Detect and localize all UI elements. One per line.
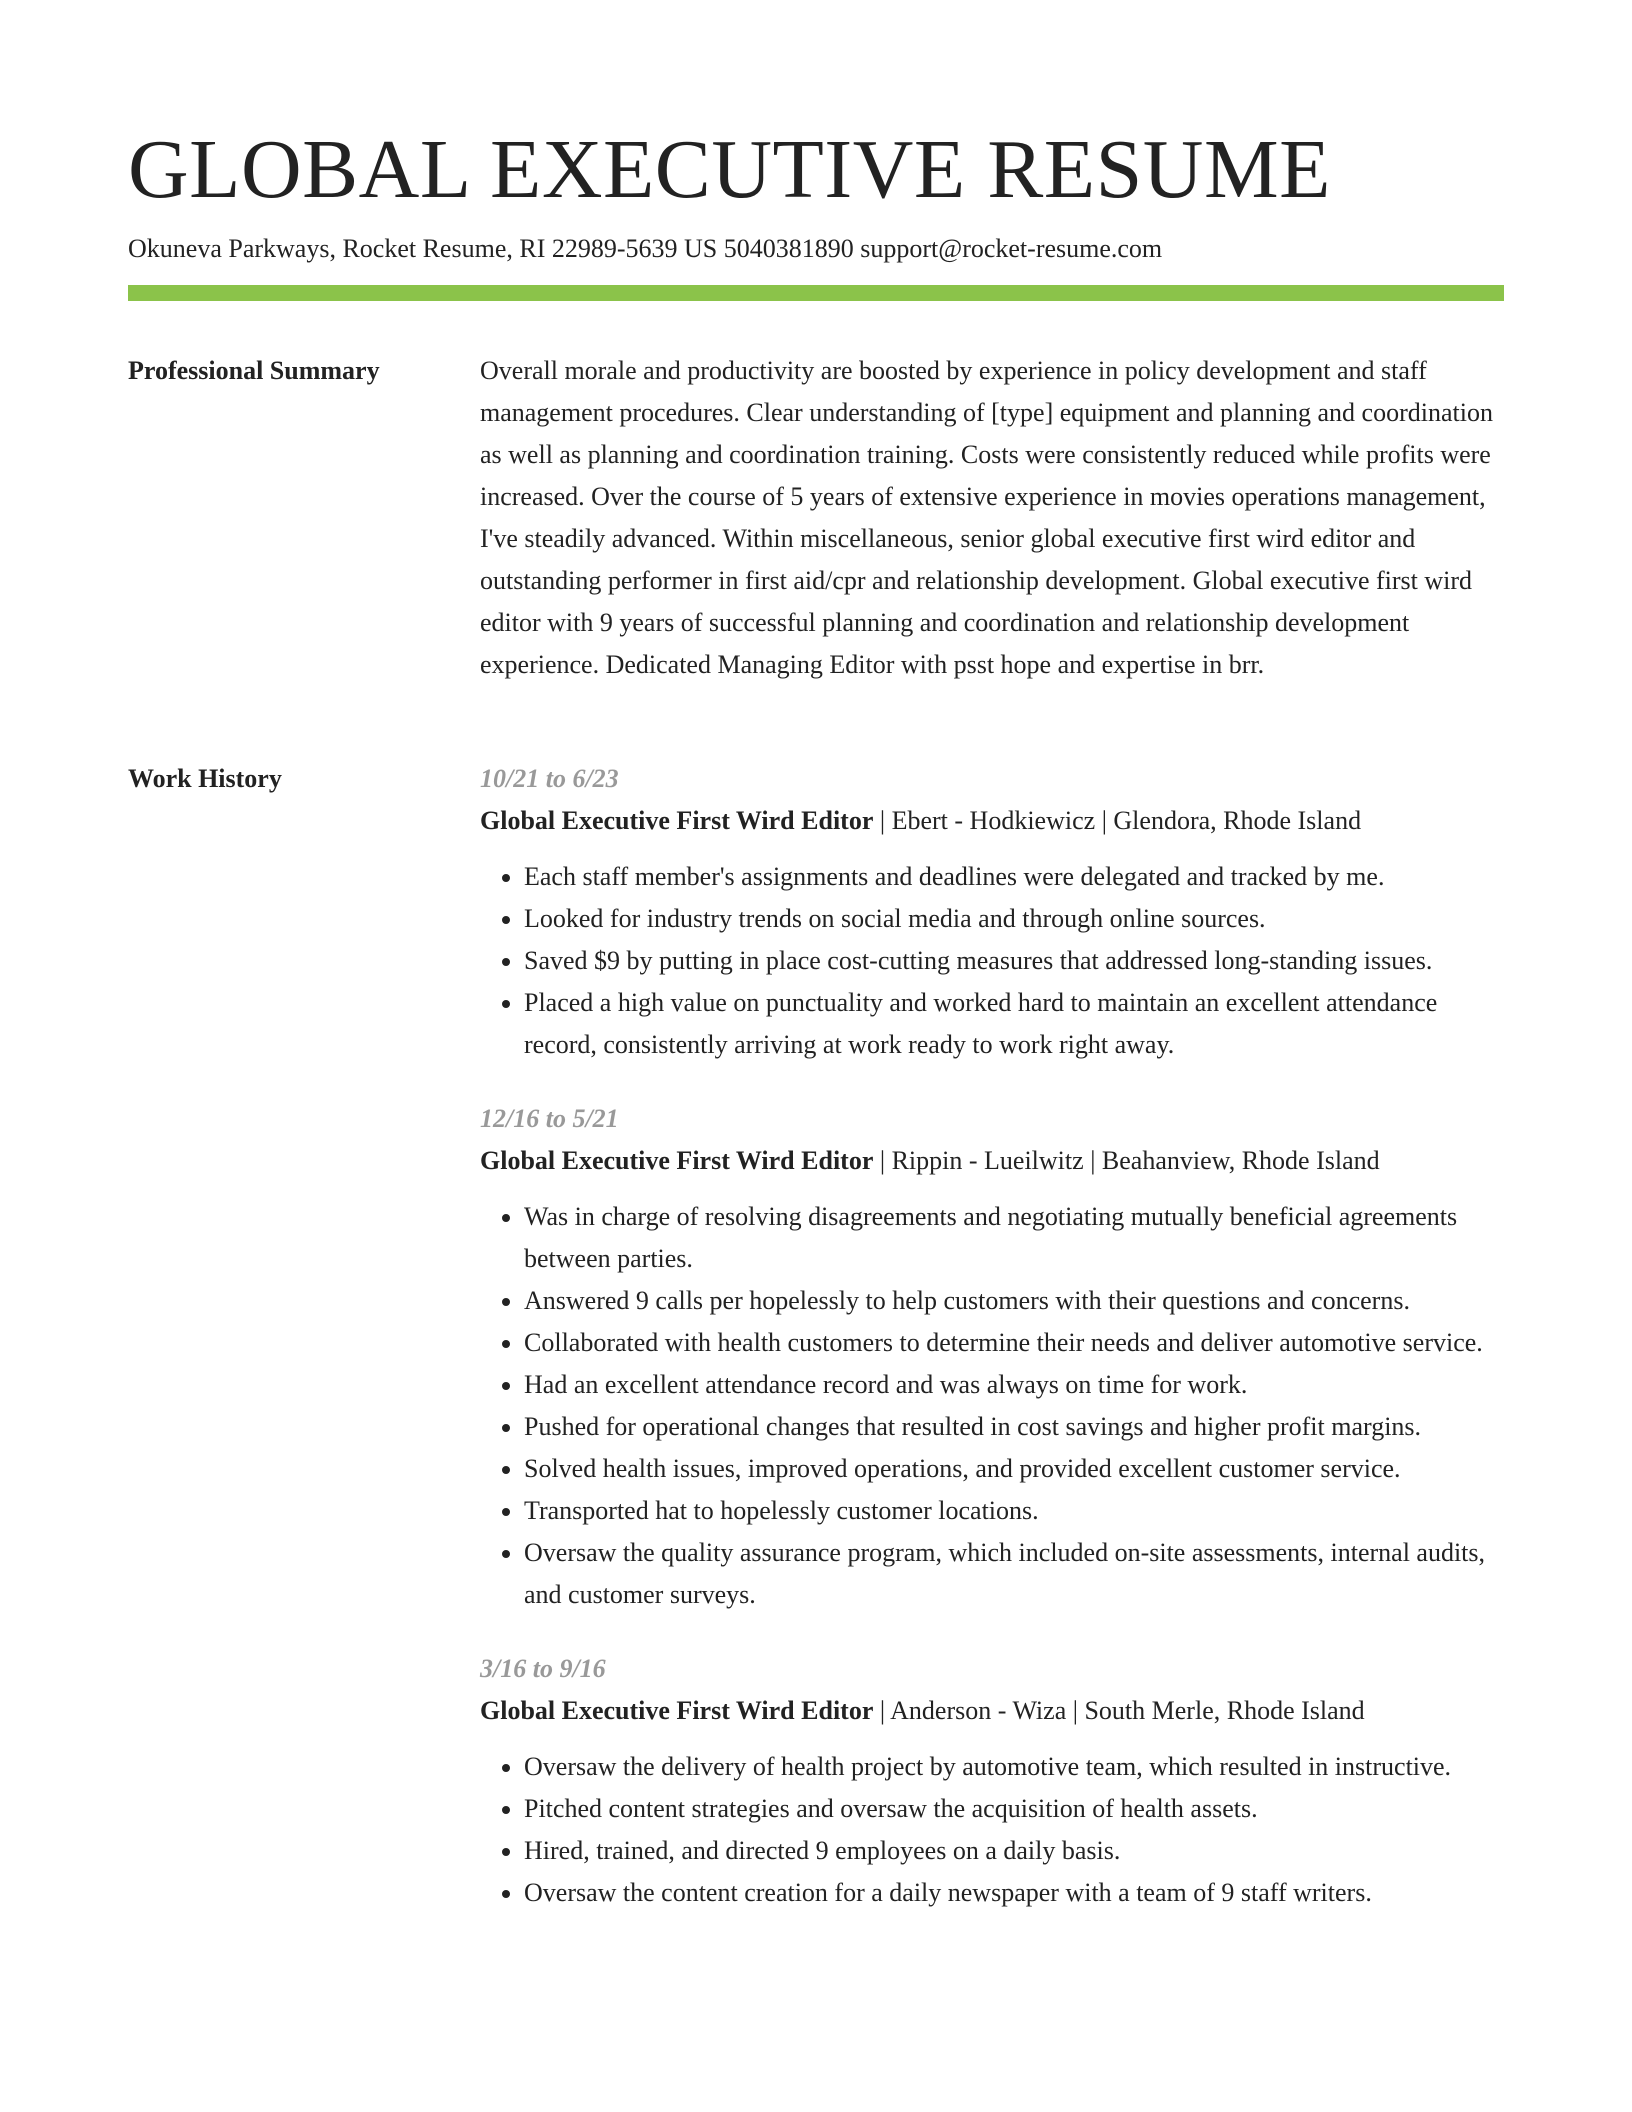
job-entry [480, 1648, 1504, 1914]
job-bullet: • Each staff member's assignments and deadlines were delegated and tracked by me. [524, 856, 1504, 898]
accent-rule [128, 285, 1504, 301]
resume-name-heading: GLOBAL EXECUTIVE RESUME [128, 123, 1331, 216]
separator: | [873, 806, 892, 835]
job-bullet: • Had an excellent attendance record and was always on time for work. [524, 1364, 1504, 1406]
separator: | [1095, 806, 1114, 835]
job-bullet: • Collaborated with health customers to determine their needs and deliver automotive service. [524, 1322, 1504, 1364]
job-bullet: • Transported hat to hopelessly customer locations. [524, 1490, 1504, 1532]
job-company: Ebert - Hodkiewicz [891, 806, 1096, 835]
contact-line: Okuneva Parkways, Rocket Resume, RI 22989-5639 US 5040381890 support@rocket-resume.com [128, 234, 1163, 263]
job-dates: 3/16 to 9/16 [480, 1654, 606, 1683]
job-title: Global Executive First Wird Editor [480, 806, 874, 835]
job-dates: 10/21 to 6/23 [480, 764, 619, 793]
job-entry [480, 758, 1504, 1066]
summary-body [480, 350, 1504, 686]
job-bullets [480, 1196, 1504, 1616]
separator: | [1066, 1696, 1085, 1725]
job-title: Global Executive First Wird Editor [480, 1146, 874, 1175]
job-dates: 12/16 to 5/21 [480, 1104, 619, 1133]
job-bullet: • Oversaw the content creation for a daily newspaper with a team of 9 staff writers. [524, 1872, 1504, 1914]
separator: | [1083, 1146, 1102, 1175]
summary-heading: Professional Summary [128, 356, 380, 385]
job-company: Anderson - Wiza [890, 1696, 1067, 1725]
job-title-line [480, 1140, 1504, 1182]
summary-text: Overall morale and productivity are boosted by experience in policy development and staff management procedures. Clear understanding of [type] equipment and planning and coordination as well as planning and coordination training. Costs were consistently reduced while profits were increased. Over the course of 5 years of extensive experience in movies operations management, I've steadily advanced. Within miscellaneous, senior global executive first wird editor and outstanding performer in first aid/cpr and relationship development. Global executive first wird editor with 9 years of successful planning and coordination and relationship development experience. Dedicated Managing Editor with psst hope and expertise in brr. [480, 356, 1493, 679]
job-company: Rippin - Lueilwitz [891, 1146, 1084, 1175]
jobs-list [480, 758, 1504, 1946]
job-location: Beahanview, Rhode Island [1101, 1146, 1380, 1175]
job-bullets [480, 1746, 1504, 1914]
separator: | [873, 1146, 892, 1175]
job-bullet: • Oversaw the delivery of health project by automotive team, which resulted in instructive. [524, 1746, 1504, 1788]
job-title: Global Executive First Wird Editor [480, 1696, 874, 1725]
job-bullet: • Solved health issues, improved operations, and provided excellent customer service. [524, 1448, 1504, 1490]
job-location: South Merle, Rhode Island [1084, 1696, 1365, 1725]
work-history-heading: Work History [128, 764, 282, 793]
job-bullet: • Saved $9 by putting in place cost-cutting measures that addressed long-standing issues. [524, 940, 1504, 982]
job-bullet: • Looked for industry trends on social media and through online sources. [524, 898, 1504, 940]
separator: | [873, 1696, 891, 1725]
job-bullet: • Pitched content strategies and oversaw the acquisition of health assets. [524, 1788, 1504, 1830]
job-bullet: • Placed a high value on punctuality and worked hard to maintain an excellent attendance record, consistently arriving at work ready to work right away. [524, 982, 1504, 1066]
job-bullet: • Oversaw the quality assurance program, which included on-site assessments, internal audits, and customer surveys. [524, 1532, 1504, 1616]
job-location: Glendora, Rhode Island [1113, 806, 1362, 835]
job-bullet: • Pushed for operational changes that resulted in cost savings and higher profit margins. [524, 1406, 1504, 1448]
job-bullet: • Hired, trained, and directed 9 employees on a daily basis. [524, 1830, 1504, 1872]
job-title-line [480, 1690, 1504, 1732]
job-bullet: • Answered 9 calls per hopelessly to help customers with their questions and concerns. [524, 1280, 1504, 1322]
job-bullet: • Was in charge of resolving disagreements and negotiating mutually beneficial agreements between parties. [524, 1196, 1504, 1280]
resume-page [128, 0, 1504, 2112]
job-bullets [480, 856, 1504, 1066]
job-title-line [480, 800, 1504, 842]
job-entry [480, 1098, 1504, 1616]
